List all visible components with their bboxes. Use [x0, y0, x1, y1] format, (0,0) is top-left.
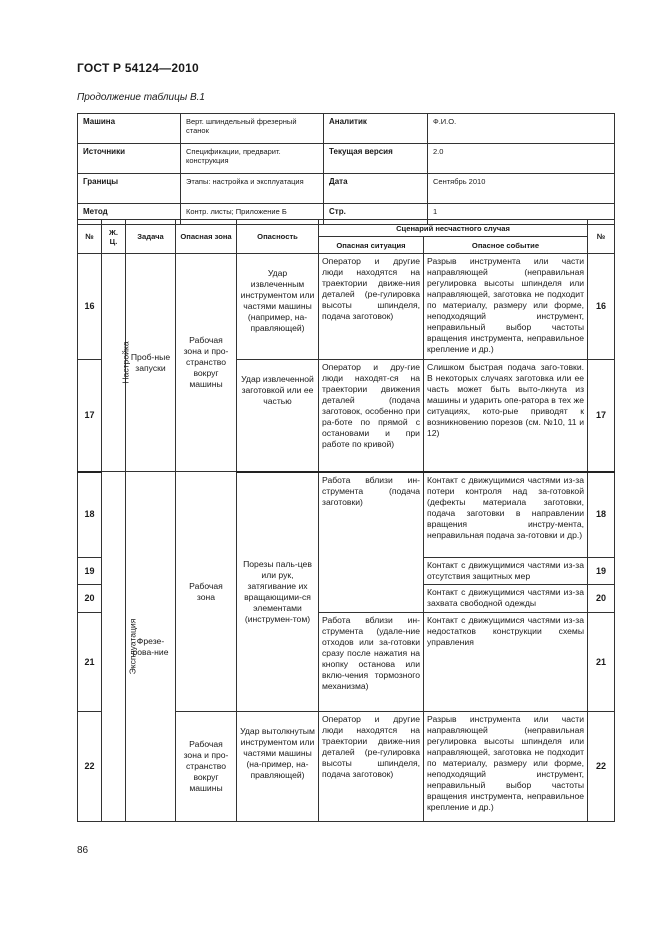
page-label: Стр. — [324, 204, 428, 225]
machine-label: Машина — [78, 114, 181, 144]
hazard-cell: Порезы паль-цев или рук, затягивание их вращающими-ся элементами (инструмен-том) — [237, 472, 319, 712]
document-title: ГОСТ Р 54124—2010 — [77, 61, 199, 75]
row-number-right: 16 — [588, 254, 615, 360]
hazard-cell: Удар извлеченной заготовкой или ее частью — [237, 360, 319, 472]
lifecycle-setup: Настройка — [102, 254, 126, 472]
sources-label: Источники — [78, 144, 181, 174]
col-number: № — [78, 220, 102, 254]
version-value: 2.0 — [428, 144, 615, 174]
page-number: 86 — [77, 845, 89, 856]
situation-cell: Работа вблизи ин-струмента (удале-ние отходов или за-готовки сразу после нажатия на кнопку останова или вклю-чения тормозного механизма) — [319, 613, 424, 712]
row-number: 19 — [78, 558, 102, 585]
version-label: Текущая версия — [324, 144, 428, 174]
row-number: 21 — [78, 613, 102, 712]
col-lifecycle: Ж. Ц. — [102, 220, 126, 254]
sources-value: Спецификации, предварит. конструкция — [181, 144, 324, 174]
zone-work-area: Рабочая зона и про-странство вокруг машины — [176, 712, 237, 822]
row-number-right: 17 — [588, 360, 615, 472]
row-number-right: 19 — [588, 558, 615, 585]
page-value: 1 — [428, 204, 615, 225]
limits-label: Границы — [78, 174, 181, 204]
analyst-value: Ф.И.О. — [428, 114, 615, 144]
task-trial-runs: Проб-ные запуски — [126, 254, 176, 472]
event-cell: Разрыв инструмента или части направляющей (неправильная регулировка высоты шпинделя или направляющей, заготовка не подходит по материалу, размеру или форме, неподходящий инструмент, неправильный выбор частоты вращения инструмента, неправильное крепление и др.) — [424, 254, 588, 360]
row-number: 22 — [78, 712, 102, 822]
col-situation: Опасная ситуация — [319, 237, 424, 254]
hazard-cell: Удар извлеченным инструментом или частями машины (например, на-правляющей) — [237, 254, 319, 360]
situation-cell: Оператор и другие люди находятся на траектории движе-ния деталей (ре-гулировка высоты шпинделя, подача заготовок) — [319, 254, 424, 360]
row-number-right: 21 — [588, 613, 615, 712]
lifecycle-operation: Эксплуатация — [102, 472, 126, 822]
zone-work-area: Рабочая зона и про-странство вокруг машины — [176, 254, 237, 472]
task-milling: Фрезе-рова-ние — [126, 472, 176, 822]
row-number-right: 22 — [588, 712, 615, 822]
event-cell: Контакт с движущимися частями из-за недостатков конструкции схемы управления — [424, 613, 588, 712]
meta-table — [77, 113, 615, 225]
hazard-table — [77, 219, 615, 822]
date-label: Дата — [324, 174, 428, 204]
situation-cell: Оператор и дру-гие люди находят-ся на траектории движения деталей (подача заготовок, особенно при ра-боте по прямой с остановами и при работе по кривой) — [319, 360, 424, 472]
col-event: Опасное событие — [424, 237, 588, 254]
analyst-label: Аналитик — [324, 114, 428, 144]
limits-value: Этапы: настройка и эксплуатация — [181, 174, 324, 204]
situation-cell: Оператор и другие люди находятся на траектории движе-ния деталей (ре-гулировка высоты шпинделя, подача заготовок) — [319, 712, 424, 822]
method-value: Контр. листы; Приложение Б — [181, 204, 324, 225]
col-number-right: № — [588, 220, 615, 254]
event-cell: Контакт с движущимися частями из-за отсутствия защитных мер — [424, 558, 588, 585]
col-task: Задача — [126, 220, 176, 254]
event-cell: Контакт с движущимися частями из-за потери контроля над за-готовкой (дефекты материала заготовки, подача заготовки в направлении вращения инстру-мента, неправильная подача за-готовки и др.) — [424, 472, 588, 558]
zone-work-area: Рабочая зона — [176, 472, 237, 712]
table-caption: Продолжение таблицы В.1 — [77, 92, 205, 103]
machine-value: Верт. шпиндельный фрезерный станок — [181, 114, 324, 144]
col-scenario: Сценарий несчастного случая — [319, 220, 588, 237]
row-number: 16 — [78, 254, 102, 360]
event-cell: Слишком быстрая подача заго-товки. В некоторых случаях заготовка или ее часть может быть выто-лкнута из машины и ударить опе-ратора в тех же ситуациях, кото-рые приводят к возникновению порезов (см. №10, 11 и 12) — [424, 360, 588, 472]
situation-cell: Работа вблизи ин-струмента (подача заготовки) — [319, 472, 424, 613]
row-number-right: 20 — [588, 585, 615, 613]
row-number-right: 18 — [588, 472, 615, 558]
row-number: 17 — [78, 360, 102, 472]
event-cell: Разрыв инструмента или части направляющей (неправильная регулировка высоты шпинделя или направляющей, заготовка не подходит по материалу, размеру или форме, неподходящий инструмент, неправильный выбор частоты вращения инструмента, неправильное крепление и др.) — [424, 712, 588, 822]
method-label: Метод — [78, 204, 181, 225]
hazard-cell: Удар вытолкнутым инструментом или частями машины (на-пример, на-правляющей) — [237, 712, 319, 822]
col-hazard: Опасность — [237, 220, 319, 254]
event-cell: Контакт с движущимися частями из-за захвата свободной одежды — [424, 585, 588, 613]
row-number: 18 — [78, 472, 102, 558]
col-zone: Опасная зона — [176, 220, 237, 254]
row-number: 20 — [78, 585, 102, 613]
date-value: Сентябрь 2010 — [428, 174, 615, 204]
